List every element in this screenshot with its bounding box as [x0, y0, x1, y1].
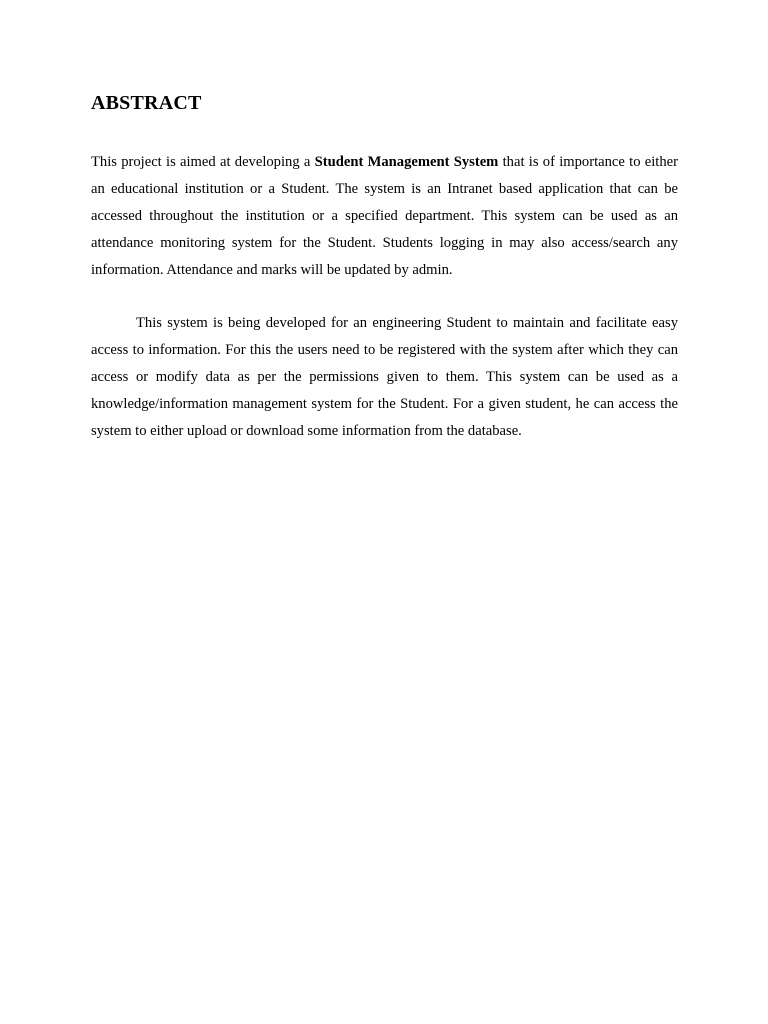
section-heading: ABSTRACT: [91, 92, 202, 114]
paragraph-1-text-start: This project is aimed at developing a: [91, 154, 315, 170]
paragraph-1-text-end: that is of importance to either an educational institution or a Student. The system is an Intranet based application that can be accessed throughout the institution or a specified department. This system can be used as an attendance monitoring system for the Student. Students logging in may also access/search any information. Attendance and marks will be updated by admin.: [91, 154, 678, 278]
abstract-paragraph-1: [91, 149, 678, 284]
project-title-bold: Student Management System: [314, 154, 499, 170]
abstract-paragraph-2: This system is being developed for an engineering Student to maintain and facilitate easy access to information. For this the users need to be registered with the system after which they can access or modify data as per the permissions given to them. This system can be used as a knowledge/information management system for the Student. For a given student, he can access the system to either upload or download some information from the database.: [91, 315, 678, 439]
